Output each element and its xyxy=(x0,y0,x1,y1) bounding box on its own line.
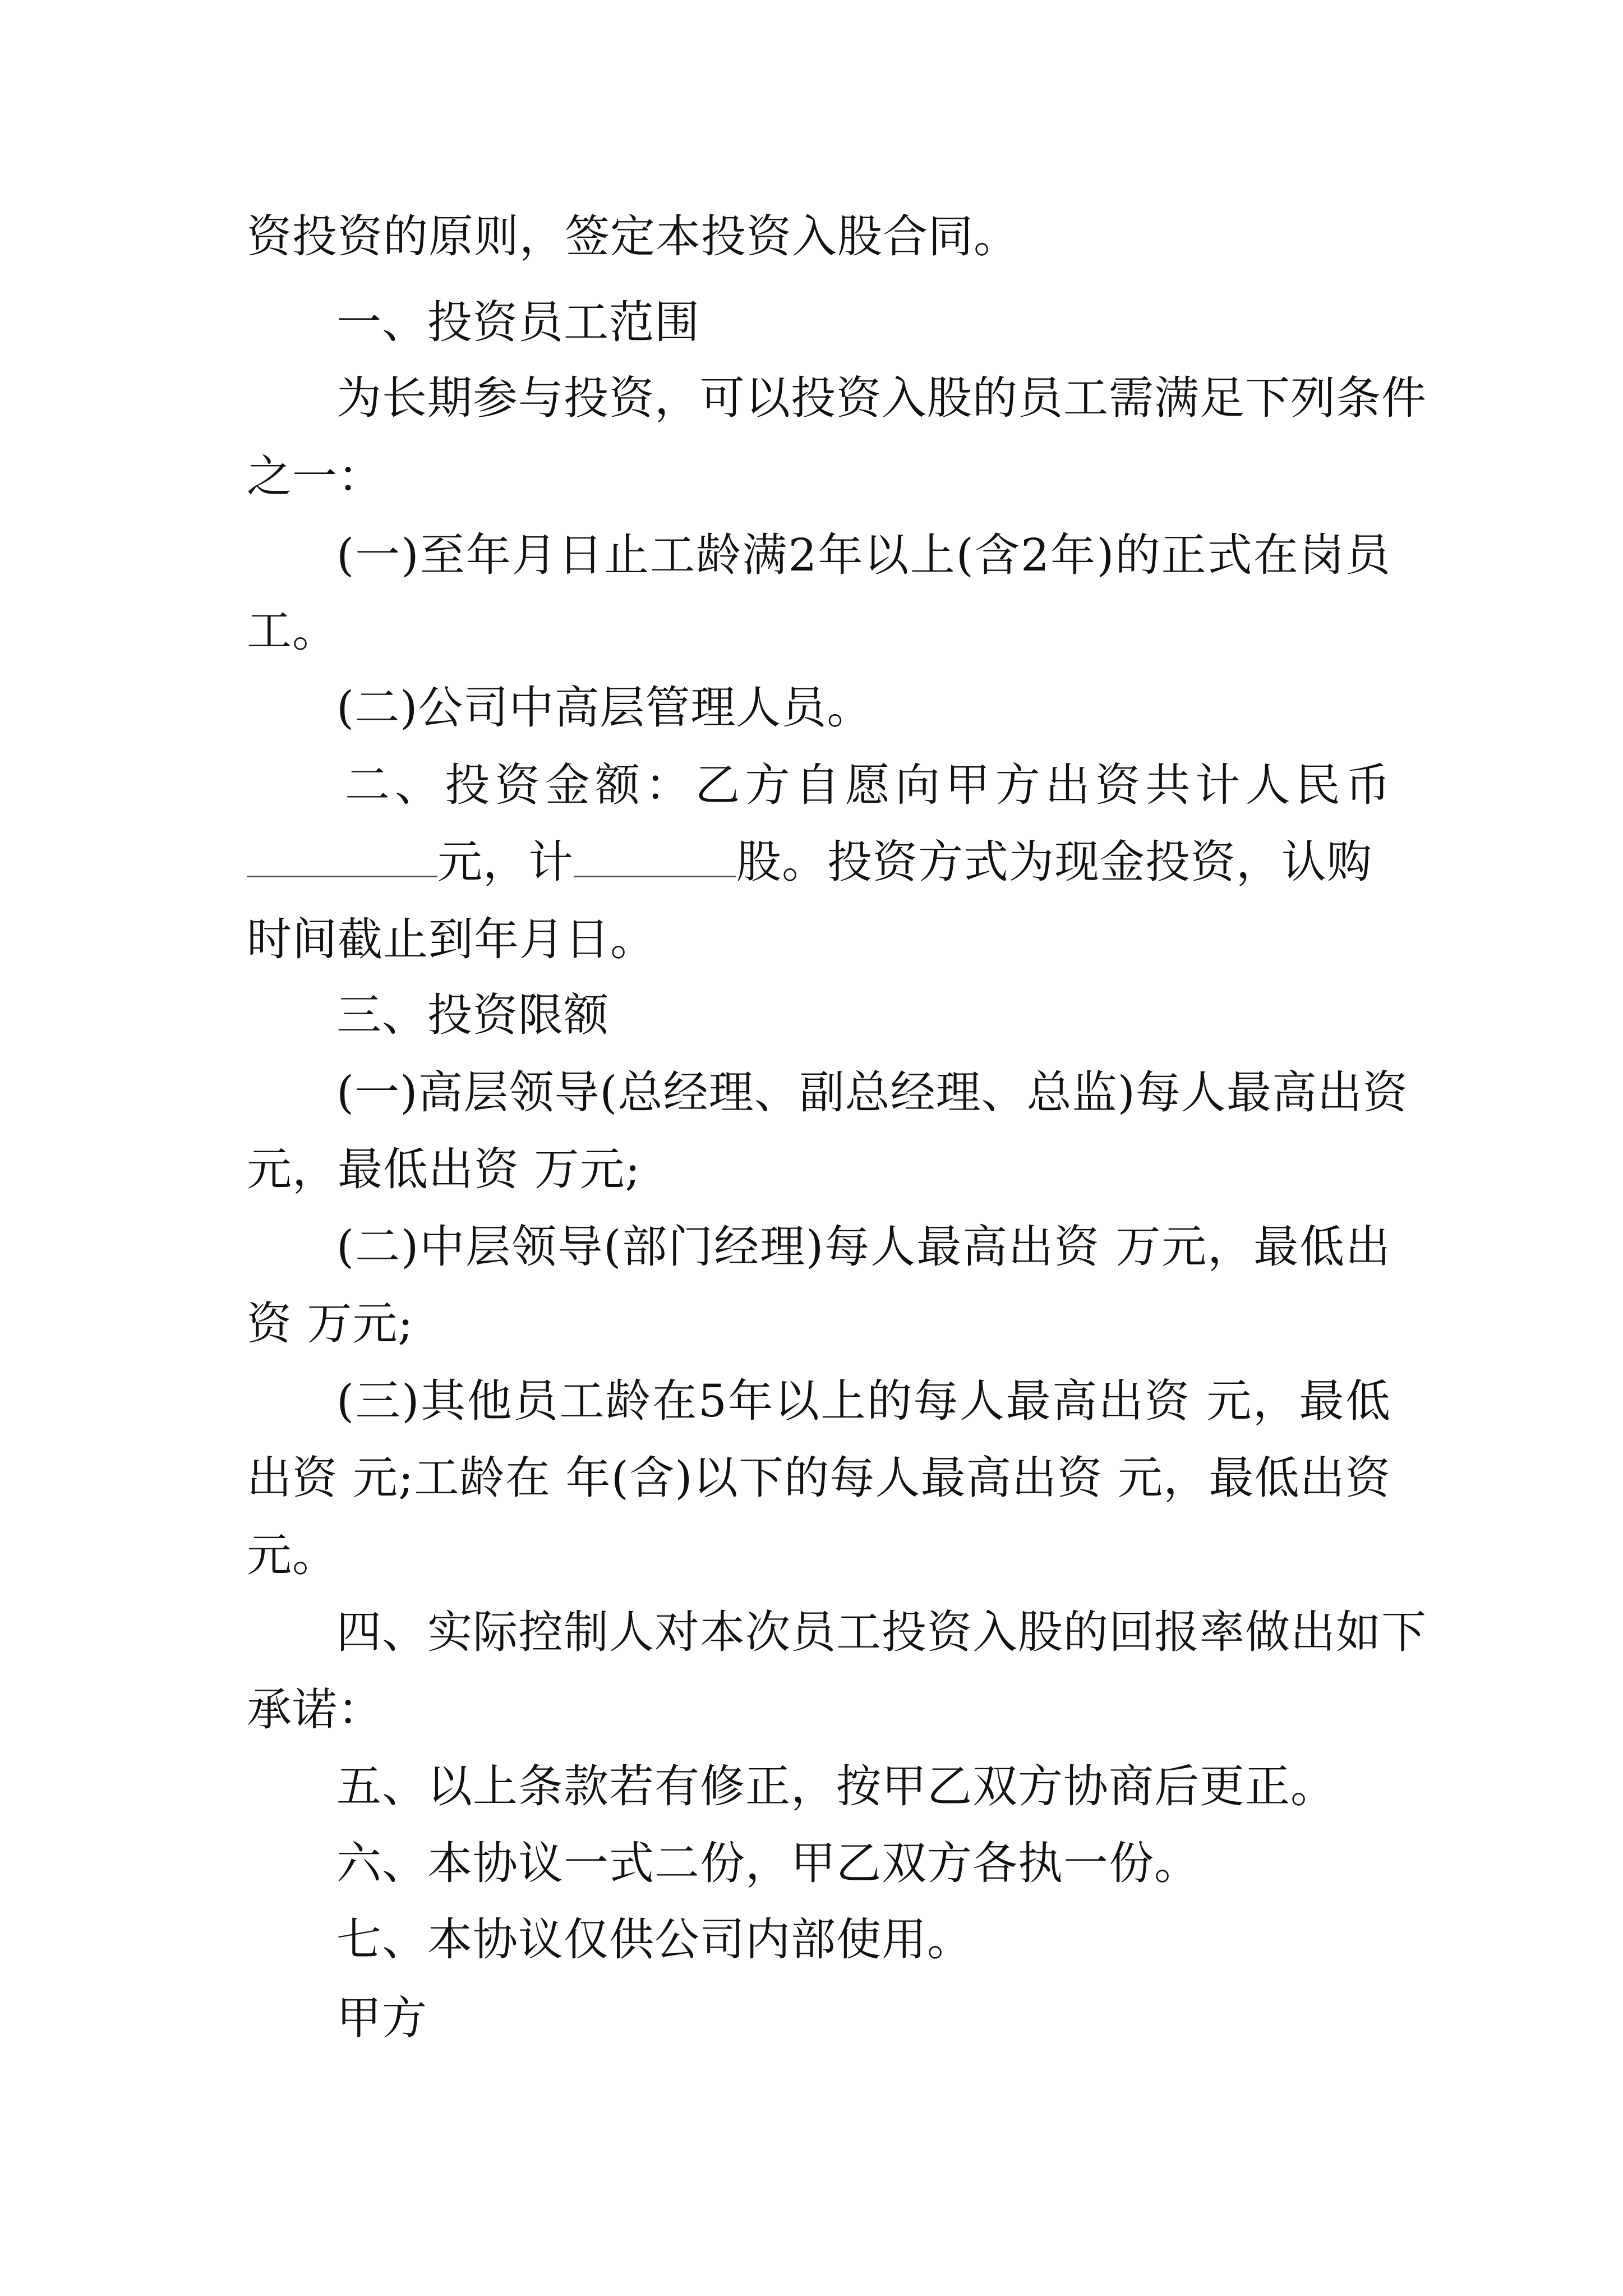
section-heading-7: 七、本协议仅供公司内部使用。 xyxy=(336,1913,972,1966)
paragraph-line-10: 时间截止到年月日。 xyxy=(247,913,656,965)
shares-blank[interactable] xyxy=(574,841,736,877)
paragraph-line-17: 出资 元;工龄在 年(含)以下的每人最高出资 元，最低出资 xyxy=(247,1452,1391,1504)
paragraph-line-15: 资 万元; xyxy=(247,1297,414,1350)
paragraph-line-3: 为长期参与投资，可以投资入股的员工需满足下列条件 xyxy=(336,372,1427,424)
amount-line xyxy=(247,834,1391,890)
party-a-label: 甲方 xyxy=(336,1992,427,2044)
paragraph-line-5: (一)至年月日止工龄满2年以上(含2年)的正式在岗员 xyxy=(336,529,1391,581)
paragraph-line-16: (三)其他员工龄在5年以上的每人最高出资 元，最低 xyxy=(336,1375,1391,1427)
section-heading-5: 五、以上条款若有修正，按甲乙双方协商后更正。 xyxy=(336,1760,1336,1812)
paragraph-line-7: (二)公司中高层管理人员。 xyxy=(336,682,873,734)
amount-line-text-1: 元，计 xyxy=(437,836,574,888)
section-heading-1: 一、投资员工范围 xyxy=(336,296,700,348)
amount-line-text-2: 股。投资方式为现金投资，认购 xyxy=(736,836,1372,888)
paragraph-line-20: 承诺： xyxy=(247,1683,383,1736)
paragraph-line-14: (二)中层领导(部门经理)每人最高出资 万元，最低出 xyxy=(336,1221,1391,1273)
section-heading-3: 三、投资限额 xyxy=(336,989,609,1041)
paragraph-line-6: 工。 xyxy=(247,605,338,657)
amount-blank[interactable] xyxy=(247,841,437,877)
paragraph-line-4: 之一： xyxy=(247,450,383,503)
paragraph-line-1: 资投资的原则，签定本投资入股合同。 xyxy=(247,210,1019,263)
paragraph-line-12: (一)高层领导(总经理、副总经理、总监)每人最高出资 xyxy=(336,1066,1408,1119)
section-heading-6: 六、本协议一式二份，甲乙双方各执一份。 xyxy=(336,1837,1200,1889)
paragraph-line-18: 元。 xyxy=(247,1529,338,1581)
section-heading-4: 四、实际控制人对本次员工投资入股的回报率做出如下 xyxy=(336,1606,1427,1658)
section-heading-2: 二、投资金额：乙方自愿向甲方出资共计人民币 xyxy=(345,759,1391,811)
paragraph-line-13: 元，最低出资 万元; xyxy=(247,1143,641,1195)
